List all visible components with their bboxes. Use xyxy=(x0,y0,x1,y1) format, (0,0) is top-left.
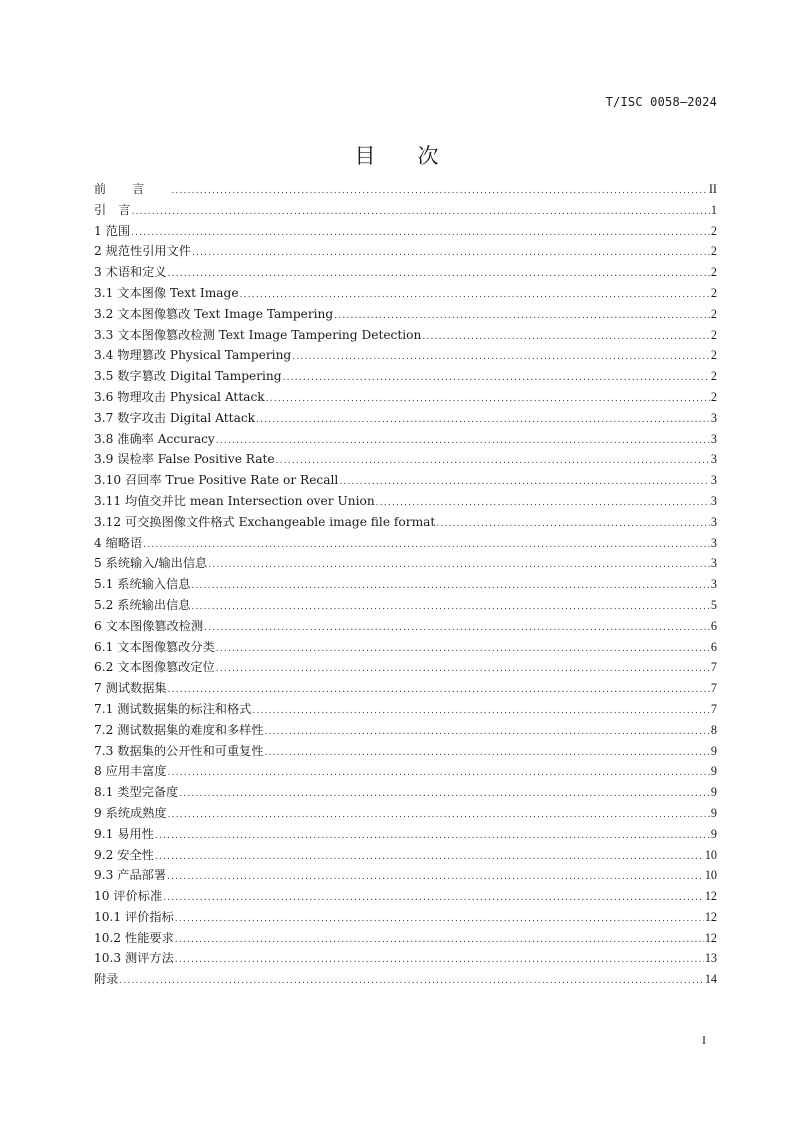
toc-entry-label: 10.2 性能要求 xyxy=(94,930,174,945)
toc-entry-page: II xyxy=(708,182,717,196)
toc-entry-page: 2 xyxy=(710,327,717,342)
toc-dot-leader xyxy=(216,431,710,452)
toc-entry-label: 5.1 系统输入信息 xyxy=(94,577,191,592)
toc-entry-label: 6 文本图像篡改检测 xyxy=(94,618,204,633)
page-number: I xyxy=(702,1033,706,1047)
toc-entry-page: 9 xyxy=(710,805,717,820)
toc-entry-label: 3.1 文本图像 Text Image xyxy=(94,285,239,300)
toc-dot-leader xyxy=(376,493,710,514)
toc-entry-page: 3 xyxy=(710,514,717,529)
toc-entry-page: 7 xyxy=(710,660,717,675)
toc-entry[interactable] xyxy=(94,533,717,554)
toc-entry-page: 5 xyxy=(710,597,717,612)
toc-entry-page: 3 xyxy=(710,493,717,508)
toc-dot-leader xyxy=(216,659,710,680)
toc-dot-leader xyxy=(175,930,704,951)
toc-entry-label: 1 范围 xyxy=(94,223,131,238)
toc-dot-leader xyxy=(256,410,710,431)
toc-entry-label: 3.9 误检率 False Positive Rate xyxy=(94,452,275,467)
toc-entry[interactable] xyxy=(94,429,717,450)
toc-entry-page: 7 xyxy=(710,681,717,696)
toc-entry-page: 6 xyxy=(710,639,717,654)
toc-dot-leader xyxy=(208,555,710,576)
toc-entry[interactable] xyxy=(94,221,717,242)
toc-dot-leader xyxy=(155,847,704,868)
toc-entry[interactable] xyxy=(94,699,717,720)
toc-entry[interactable] xyxy=(94,761,717,782)
toc-entry-label: 7.2 测试数据集的难度和多样性 xyxy=(94,722,264,737)
toc-entry-label: 前言 xyxy=(94,182,171,196)
toc-dot-leader xyxy=(179,784,710,805)
toc-entry-page: 10 xyxy=(704,868,717,883)
toc-entry-page: 10 xyxy=(704,847,717,862)
toc-dot-leader xyxy=(283,368,710,389)
toc-dot-leader xyxy=(265,743,710,764)
toc-entry-page: 6 xyxy=(710,618,717,633)
toc-entry-label: 6.1 文本图像篡改分类 xyxy=(94,639,215,654)
toc-entry[interactable] xyxy=(94,865,717,886)
toc-entry[interactable] xyxy=(94,241,717,262)
toc-entry[interactable] xyxy=(94,845,717,866)
toc-entry[interactable] xyxy=(94,886,717,907)
toc-dot-leader xyxy=(192,243,710,264)
toc-dot-leader xyxy=(292,347,710,368)
toc-entry-page: 9 xyxy=(710,764,717,779)
toc-entry-label: 7.1 测试数据集的标注和格式 xyxy=(94,701,252,716)
toc-entry[interactable] xyxy=(94,449,717,470)
toc-entry-label: 10 评价标准 xyxy=(94,889,163,904)
toc-dot-leader xyxy=(168,264,710,285)
toc-entry-page: 12 xyxy=(704,930,717,945)
toc-entry-page: 2 xyxy=(710,244,717,259)
toc-entry-page: 3 xyxy=(710,556,717,571)
toc-entry[interactable] xyxy=(94,366,717,387)
toc-entry-label: 8 应用丰富度 xyxy=(94,764,167,779)
toc-entry-label: 3.10 召回率 True Positive Rate or Recall xyxy=(94,473,339,488)
toc-dot-leader xyxy=(171,181,708,202)
toc-entry-page: 2 xyxy=(710,348,717,363)
toc-entry[interactable] xyxy=(94,345,717,366)
toc-entry-page: 13 xyxy=(704,951,717,966)
toc-entry[interactable] xyxy=(94,616,717,637)
toc-dot-leader xyxy=(216,639,710,660)
toc-entry-label: 3 术语和定义 xyxy=(94,265,167,280)
toc-entry[interactable] xyxy=(94,262,717,283)
toc-entry-page: 9 xyxy=(710,826,717,841)
toc-title: 目次 xyxy=(354,144,481,168)
toc-entry[interactable] xyxy=(94,200,717,221)
toc-entry[interactable] xyxy=(94,325,717,346)
toc-entry-label: 10.3 测评方法 xyxy=(94,951,174,966)
toc-entry-label: 7.3 数据集的公开性和可重复性 xyxy=(94,743,264,758)
toc-entry[interactable] xyxy=(94,907,717,928)
toc-entry[interactable] xyxy=(94,574,717,595)
toc-dot-leader xyxy=(119,971,703,992)
toc-entry[interactable] xyxy=(94,470,717,491)
toc-entry-label: 7 测试数据集 xyxy=(94,681,167,696)
toc-entry[interactable] xyxy=(94,803,717,824)
toc-entry-page: 7 xyxy=(710,701,717,716)
toc-dot-leader xyxy=(167,867,704,888)
toc-entry[interactable] xyxy=(94,283,717,304)
document-id: T/ISC 0058—2024 xyxy=(605,95,717,109)
toc-entry[interactable] xyxy=(94,720,717,741)
toc-dot-leader xyxy=(168,763,710,784)
toc-entry-label: 9.2 安全性 xyxy=(94,847,154,862)
toc-dot-leader xyxy=(168,680,710,701)
toc-dot-leader xyxy=(175,950,704,971)
toc-entry-page: 12 xyxy=(704,889,717,904)
toc-dot-leader xyxy=(191,597,710,618)
toc-entry-page: 2 xyxy=(710,265,717,280)
toc-entry[interactable] xyxy=(94,678,717,699)
toc-dot-leader xyxy=(191,576,710,597)
toc-entry-page: 3 xyxy=(710,473,717,488)
toc-entry-label: 3.6 物理攻击 Physical Attack xyxy=(94,389,265,404)
toc-dot-leader xyxy=(168,805,710,826)
toc-entry-label: 5 系统输入/输出信息 xyxy=(94,556,208,571)
toc-entry-page: 9 xyxy=(710,785,717,800)
toc-entry-label: 3.7 数字攻击 Digital Attack xyxy=(94,410,256,425)
toc-entry[interactable] xyxy=(94,408,717,429)
toc-entry-page: 2 xyxy=(710,223,717,238)
toc-dot-leader xyxy=(339,472,710,493)
toc-entry[interactable] xyxy=(94,657,717,678)
toc-entry-page: 3 xyxy=(710,535,717,550)
toc-dot-leader xyxy=(163,888,704,909)
toc-dot-leader xyxy=(334,306,710,327)
toc-entry-label: 9 系统成熟度 xyxy=(94,805,167,820)
toc-entry-page: 12 xyxy=(704,909,717,924)
toc-entry-label: 附录 xyxy=(94,972,119,987)
toc-entry-page: 14 xyxy=(704,972,717,987)
toc-dot-leader xyxy=(240,285,710,306)
toc-entry[interactable] xyxy=(94,179,717,200)
toc-dot-leader xyxy=(155,826,710,847)
toc-entry[interactable] xyxy=(94,553,717,574)
toc-dot-leader xyxy=(422,327,710,348)
table-of-contents xyxy=(94,179,717,990)
toc-entry-page: 3 xyxy=(710,577,717,592)
toc-entry-label: 3.8 准确率 Accuracy xyxy=(94,431,215,446)
toc-entry[interactable] xyxy=(94,782,717,803)
toc-entry-page: 2 xyxy=(710,306,717,321)
toc-entry-page: 1 xyxy=(710,202,717,217)
toc-dot-leader xyxy=(131,223,710,244)
toc-entry-page: 2 xyxy=(710,369,717,384)
toc-dot-leader xyxy=(276,451,710,472)
toc-entry-label: 10.1 评价指标 xyxy=(94,909,174,924)
toc-entry-label: 9.1 易用性 xyxy=(94,826,154,841)
toc-entry[interactable] xyxy=(94,637,717,658)
toc-entry-label: 6.2 文本图像篡改定位 xyxy=(94,660,215,675)
toc-entry-label: 3.12 可交换图像文件格式 Exchangeable image file format xyxy=(94,514,436,529)
toc-entry-page: 2 xyxy=(710,389,717,404)
toc-entry[interactable] xyxy=(94,387,717,408)
toc-entry[interactable] xyxy=(94,741,717,762)
toc-entry[interactable] xyxy=(94,928,717,949)
toc-entry[interactable] xyxy=(94,595,717,616)
toc-entry[interactable] xyxy=(94,304,717,325)
toc-entry-label: 3.2 文本图像篡改 Text Image Tampering xyxy=(94,306,334,321)
toc-entry[interactable] xyxy=(94,491,717,512)
toc-entry[interactable] xyxy=(94,824,717,845)
toc-dot-leader xyxy=(266,389,710,410)
toc-dot-leader xyxy=(175,909,704,930)
toc-dot-leader xyxy=(143,535,710,556)
toc-entry-label: 2 规范性引用文件 xyxy=(94,244,191,259)
toc-entry-label: 引 言 xyxy=(94,202,131,217)
toc-entry-page: 8 xyxy=(710,722,717,737)
toc-entry-label: 3.3 文本图像篡改检测 Text Image Tampering Detection xyxy=(94,327,422,342)
toc-dot-leader xyxy=(204,618,710,639)
toc-dot-leader xyxy=(132,202,710,223)
toc-entry-label: 3.5 数字篡改 Digital Tampering xyxy=(94,369,282,384)
toc-dot-leader xyxy=(252,701,710,722)
toc-entry-label: 8.1 类型完备度 xyxy=(94,785,179,800)
toc-entry-label: 3.4 物理篡改 Physical Tampering xyxy=(94,348,292,363)
toc-entry-label: 5.2 系统输出信息 xyxy=(94,597,191,612)
toc-entry[interactable] xyxy=(94,948,717,969)
toc-entry-page: 3 xyxy=(710,452,717,467)
toc-entry-label: 3.11 均值交并比 mean Intersection over Union xyxy=(94,493,375,508)
toc-entry-page: 9 xyxy=(710,743,717,758)
toc-entry-page: 3 xyxy=(710,410,717,425)
toc-entry-label: 4 缩略语 xyxy=(94,535,143,550)
toc-entry-label: 9.3 产品部署 xyxy=(94,868,167,883)
toc-entry-page: 2 xyxy=(710,285,717,300)
toc-dot-leader xyxy=(436,514,710,535)
toc-entry-page: 3 xyxy=(710,431,717,446)
toc-entry[interactable] xyxy=(94,512,717,533)
toc-entry[interactable] xyxy=(94,969,717,990)
toc-dot-leader xyxy=(265,722,710,743)
